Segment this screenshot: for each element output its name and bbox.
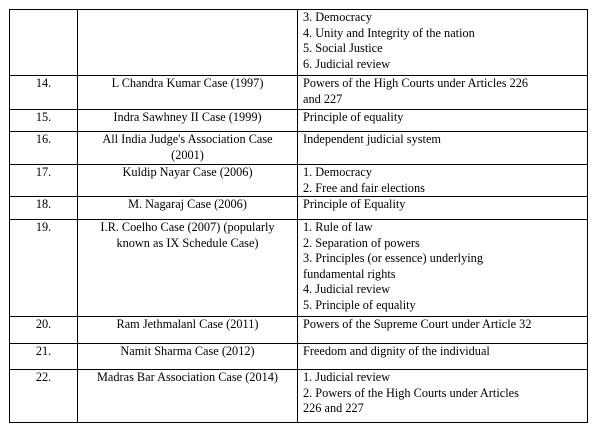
case-name-cell: [78, 10, 298, 76]
basic-feature-line: Powers of the Supreme Court under Article 32: [303, 317, 532, 331]
row-number-cell: 21.: [10, 344, 78, 370]
basic-feature-line: Independent judicial system: [303, 132, 441, 146]
basic-feature-line: 4. Unity and Integrity of the nation: [303, 25, 475, 40]
basic-feature-line: 2. Separation of powers: [303, 235, 420, 250]
table-row: [10, 197, 588, 220]
basic-feature-line: 4. Judicial review: [303, 282, 391, 296]
table-row: [10, 165, 588, 197]
case-name-cell: [78, 165, 298, 197]
basic-feature-line: fundamental rights: [303, 266, 396, 281]
basic-feature-line: Powers of the High Courts under Articles 226: [303, 76, 529, 90]
row-number-cell: 18.: [10, 197, 78, 220]
basic-feature-cell: [298, 76, 588, 110]
basic-feature-line: 3. Democracy: [303, 10, 372, 24]
row-number-cell: 14.: [10, 76, 78, 110]
table-row: [10, 344, 588, 370]
case-name-line: Madras Bar Association Case (2014): [96, 370, 278, 384]
basic-feature-line: 1. Democracy: [303, 165, 372, 179]
case-name-cell: [78, 110, 298, 132]
case-name-line: known as IX Schedule Case): [116, 235, 259, 250]
basic-feature-line: 3. Principles (or essence) underlying: [303, 251, 483, 265]
basic-feature-line: Freedom and dignity of the individual: [303, 344, 490, 358]
basic-feature-line: 2. Free and fair elections: [303, 180, 425, 195]
case-name-cell: [78, 344, 298, 370]
basic-feature-line: 5. Principle of equality: [303, 297, 416, 312]
basic-feature-line: and 227: [303, 91, 343, 106]
case-name-cell: [78, 317, 298, 344]
table-row: [10, 10, 588, 76]
table-row: [10, 370, 588, 423]
row-number-cell: 17.: [10, 165, 78, 197]
table-row: [10, 132, 588, 165]
row-number-cell: 15.: [10, 110, 78, 132]
basic-feature-cell: [298, 370, 588, 423]
case-name-line: M. Nagaraj Case (2006): [128, 197, 247, 211]
row-number-cell: 19.: [10, 220, 78, 317]
case-name-cell: [78, 197, 298, 220]
table-body: [10, 10, 588, 423]
basic-feature-cell: [298, 197, 588, 220]
row-number-cell: 22.: [10, 370, 78, 423]
basic-feature-line: 1. Rule of law: [303, 220, 373, 234]
basic-feature-cell: [298, 110, 588, 132]
basic-feature-line: 2. Powers of the High Courts under Articles: [303, 385, 519, 400]
table-row: [10, 76, 588, 110]
basic-feature-line: Principle of equality: [303, 110, 404, 124]
basic-feature-cell: [298, 165, 588, 197]
basic-structure-cases-table: [9, 9, 588, 423]
case-name-cell: [78, 370, 298, 423]
basic-feature-line: 1. Judicial review: [303, 370, 391, 384]
case-name-line: L Chandra Kumar Case (1997): [111, 76, 264, 90]
basic-feature-line: 5. Social Justice: [303, 41, 383, 55]
case-name-line: Namit Sharma Case (2012): [120, 344, 255, 358]
case-name-cell: [78, 220, 298, 317]
basic-feature-cell: [298, 132, 588, 165]
case-name-cell: [78, 132, 298, 165]
basic-feature-cell: [298, 317, 588, 344]
case-name-line: Ram Jethmalanl Case (2011): [116, 317, 259, 331]
basic-feature-cell: [298, 344, 588, 370]
row-number-cell: [10, 10, 78, 76]
row-number-cell: 16.: [10, 132, 78, 165]
basic-feature-cell: [298, 220, 588, 317]
basic-feature-cell: [298, 10, 588, 76]
case-name-line: All India Judge's Association Case: [102, 132, 273, 146]
case-name-line: I.R. Coelho Case (2007) (popularly: [100, 220, 275, 234]
case-name-line: Indra Sawhney II Case (1999): [113, 110, 262, 124]
case-name-cell: [78, 76, 298, 110]
basic-feature-line: Principle of Equality: [303, 197, 406, 211]
basic-feature-line: 6. Judicial review: [303, 56, 391, 71]
case-name-line: Kuldip Nayar Case (2006): [122, 165, 253, 179]
case-name-line: (2001): [171, 147, 204, 162]
table-row: [10, 317, 588, 344]
row-number-cell: 20.: [10, 317, 78, 344]
table-row: [10, 220, 588, 317]
basic-feature-line: 226 and 227: [303, 401, 364, 415]
table-row: [10, 110, 588, 132]
